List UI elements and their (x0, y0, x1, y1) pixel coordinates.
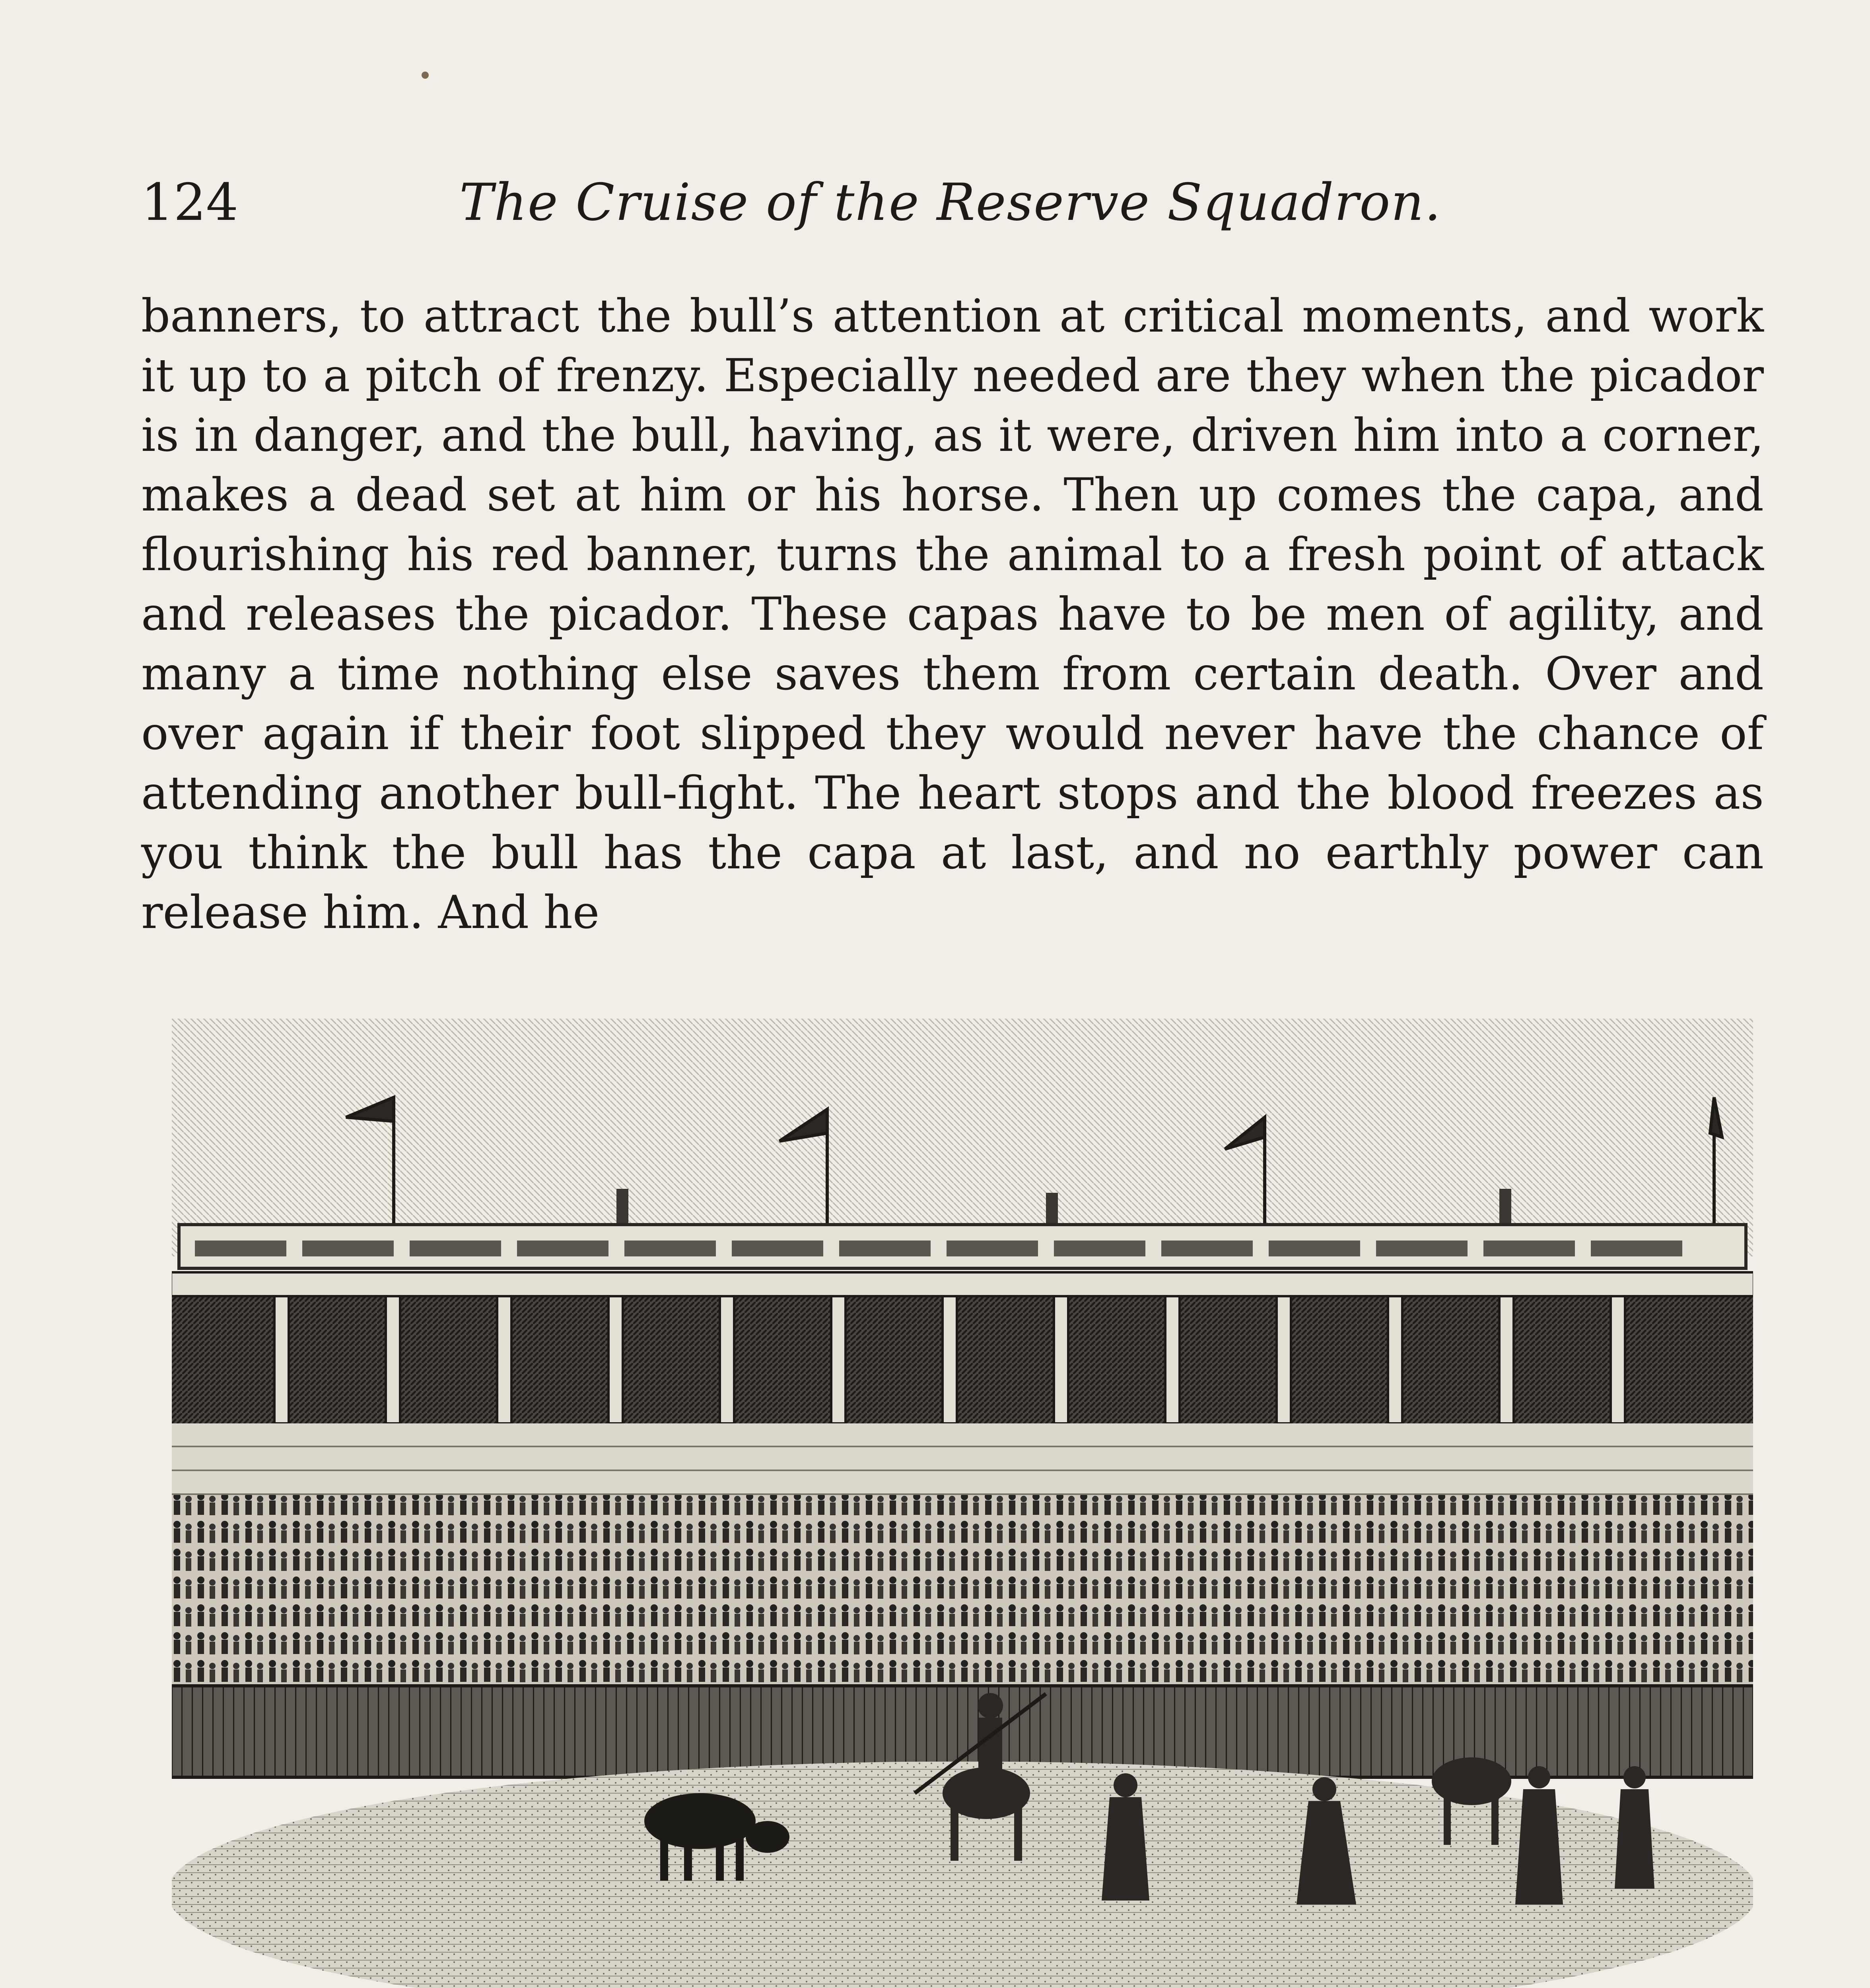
running-title: The Cruise of the Reserve Squadron. (459, 173, 1442, 232)
body-text-top (141, 286, 1764, 942)
upper-tiers (171, 1423, 1754, 1495)
bullring-illustration (171, 1018, 1754, 1988)
bullring-engraving (171, 1018, 1754, 1988)
paragraph: banners, to attract the bull’s attention at critical moments, and work it up to a pitch of frenzy. Especially needed are they when the picador is in danger, and the bull, having, as it were, driven him into a corner, makes a dead set at him or his horse. Then up comes the capa, and flourishing his red banner, turns the animal to a fresh point of attack and releases the picador. These capas have to be men of agility, and many a time nothing else saves them from certain death. Over and over again if their foot slipped they would never have the chance of attending another bull-fight. The heart stops and the blood freezes as you think the bull has the capa at last, and no earthly power can release him. And he (141, 289, 1764, 939)
page-header (141, 169, 1764, 237)
print-speck (422, 72, 429, 79)
page-number: 124 (141, 173, 239, 232)
sky-hatching (171, 1018, 1754, 1256)
spectator-crowd (171, 1495, 1754, 1686)
